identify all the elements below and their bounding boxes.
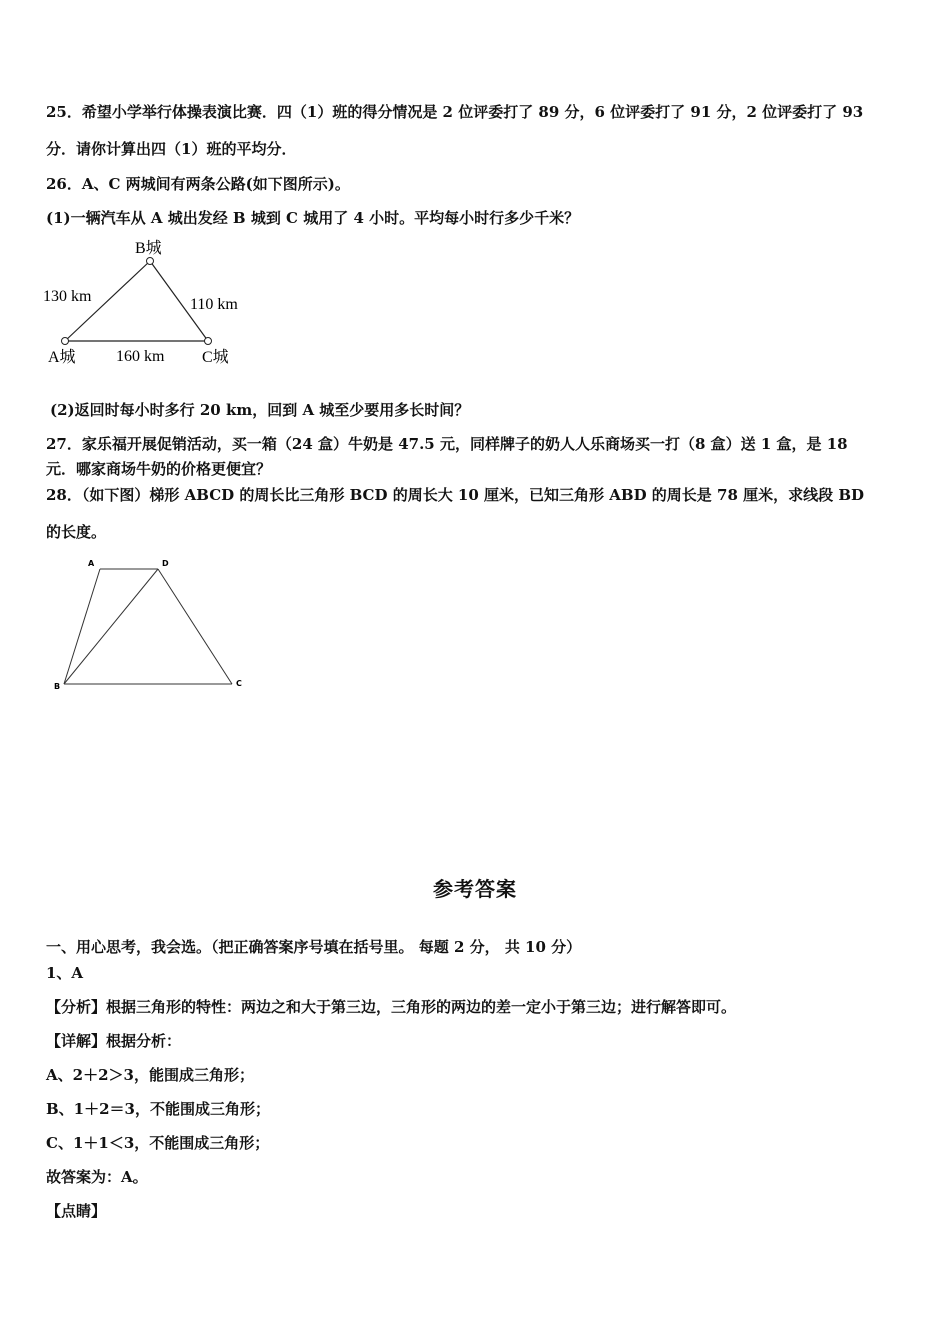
label-edge-ab: 130 km <box>43 288 92 305</box>
answer-option-b: B、1＋2＝3，不能围成三角形； <box>46 1100 270 1118</box>
point-b <box>147 258 154 265</box>
label-d: D <box>162 559 169 568</box>
point-a <box>62 338 69 345</box>
diagonal-bd <box>64 569 158 684</box>
trapezoid-abcd-figure <box>48 555 253 695</box>
label-a-city: A城 <box>48 349 76 366</box>
label-edge-ac: 160 km <box>116 348 165 365</box>
label-edge-bc: 110 km <box>190 296 238 313</box>
label-b-city: B城 <box>135 240 162 257</box>
answer-analysis: 【分析】根据三角形的特性：两边之和大于第三边，三角形的两边的差一定小于第三边；进行解答即可。 <box>46 998 737 1016</box>
answer-option-c: C、1＋1＜3，不能围成三角形； <box>46 1134 270 1152</box>
q26-intro: 26．A、C 两城间有两条公路(如下图所示)。 <box>46 175 350 193</box>
answer-comment: 【点睛】 <box>46 1202 107 1220</box>
side-ab <box>64 569 100 684</box>
label-b: B <box>54 682 61 691</box>
q25-line-1: 25．希望小学举行体操表演比赛．四（1）班的得分情况是 2 位评委打了 89 分，6 位评委打了 91 分，2 位评委打了 93 <box>46 103 864 121</box>
q26-part-1: (1)一辆汽车从 A 城出发经 B 城到 C 城用了 4 小时。平均每小时行多少千米？ <box>46 209 580 227</box>
q27-line-2: 元．哪家商场牛奶的价格更便宜？ <box>46 460 272 478</box>
label-c-city: C城 <box>202 349 229 366</box>
q26-part-2: (2)返回时每小时多行 20 km，回到 A 城至少要用多长时间？ <box>50 401 470 419</box>
point-c <box>205 338 212 345</box>
q27-line-1: 27．家乐福开展促销活动，买一箱（24 盒）牛奶是 47.5 元，同样牌子的奶人人乐商场买一打（8 盒）送 1 盒，是 18 <box>46 435 848 453</box>
label-a: A <box>88 559 95 568</box>
q25-line-2: 分．请你计算出四（1）班的平均分． <box>46 140 297 158</box>
label-c: C <box>236 679 242 688</box>
answer-detail: 【详解】根据分析： <box>46 1032 182 1050</box>
q28-line-1: 28．（如下图）梯形 ABCD 的周长比三角形 BCD 的周长大 10 厘米，已知三角形 ABD 的周长是 78 厘米，求线段 BD <box>46 486 865 504</box>
answers-title: 参考答案 <box>433 877 517 901</box>
answers-section-1: 一、用心思考，我会选。（把正确答案序号填在括号里。 每题 2 分， 共 10 分） <box>46 938 582 956</box>
answer-item-1: 1、A <box>46 964 84 982</box>
answer-option-a: A、2＋2＞3，能围成三角形； <box>46 1066 254 1084</box>
q28-line-2: 的长度。 <box>46 523 107 541</box>
triangle-abc-figure <box>40 235 270 370</box>
answer-conclusion: 故答案为：A。 <box>46 1168 148 1186</box>
side-dc <box>158 569 232 684</box>
